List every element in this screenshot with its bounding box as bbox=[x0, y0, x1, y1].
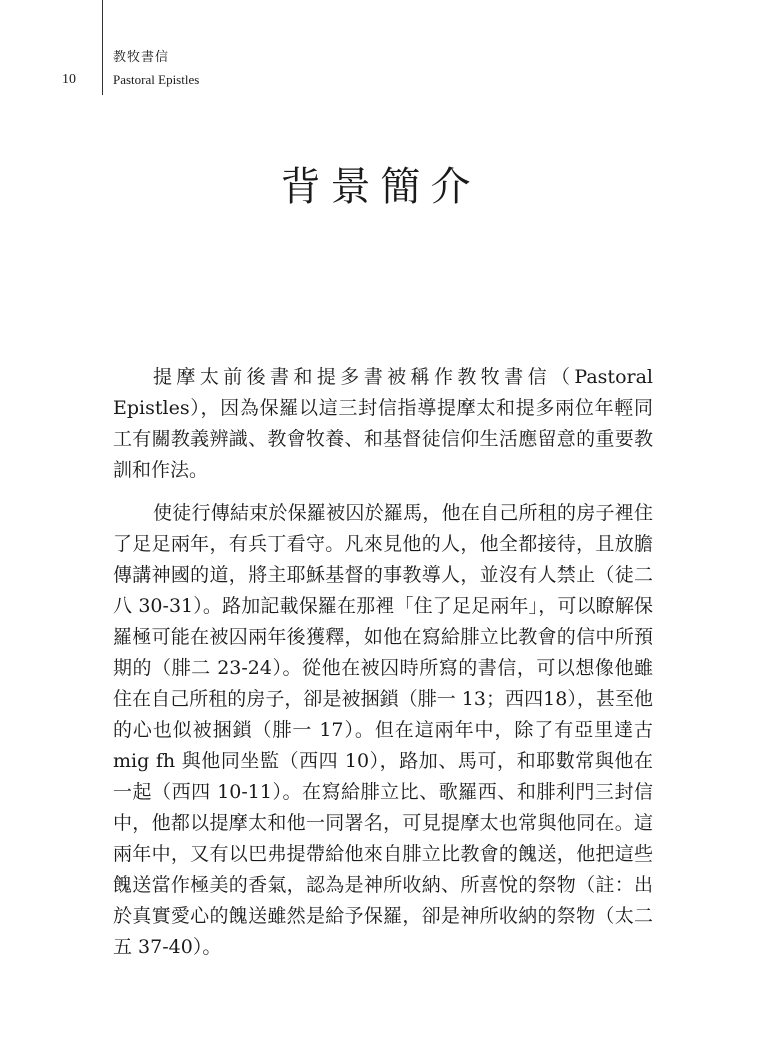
paragraph-background: 使徒行傳結束於保羅被囚於羅馬，他在自己所租的房子裡住了足足兩年，有兵丁看守。凡來見他的人，他全都接待，且放膽傳講神國的道，將主耶穌基督的事教導人，並沒有人禁止（徒二八 30-31）。路加記載保羅在那裡「住了足足兩年」，可以瞭解保羅極可能在被囚兩年後獲釋，如他在寫給腓立比教會的信中所預期的（腓二 23-24）。從他在被囚時所寫的書信，可以想像他雖住在自己所租的房子，卻是被捆鎖（腓一 13；西四18），甚至他的心也似被捆鎖（腓一 17）。但在這兩年中，除了有亞里達古 mig fh 與他同坐監（西四 10），路加、馬可，和耶數常與他在一起（西四 10-11）。在寫給腓立比、歌羅西、和腓利門三封信中，他都以提摩太和他一同署名，可見提摩太也常與他同在。這兩年中，又有以巴弗提帶給他來自腓立比教會的餽送，他把這些餽送當作極美的香氣，認為是神所收納、所喜悅的祭物（註：出於真實愛心的餽送雖然是給予保羅，卻是神所收納的祭物（太二五 37-40）。 bbox=[113, 502, 653, 958]
running-title-english: Pastoral Epistles bbox=[113, 72, 200, 87]
paragraph-intro: 提摩太前後書和提多書被稱作教牧書信（Pastoral Epistles），因為保羅以這三封信指導提摩太和提多兩位年輕同工有關教義辨識、教會牧養、和基督徒信仰生活應留意的重要教訓和作法。 bbox=[113, 366, 653, 481]
body-text bbox=[113, 362, 653, 975]
running-title-chinese: 教牧書信 bbox=[113, 50, 170, 65]
section-title: 背景簡介 bbox=[280, 164, 481, 210]
header-divider bbox=[102, 0, 103, 95]
page-number: 10 bbox=[62, 72, 76, 87]
